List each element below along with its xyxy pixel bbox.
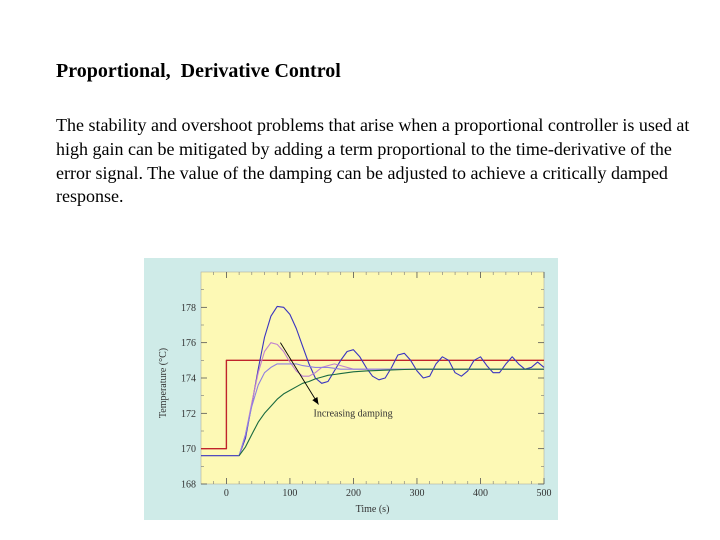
y-tick-label: 174 [181, 373, 196, 385]
y-tick-label: 172 [181, 408, 196, 420]
y-tick-label: 176 [181, 338, 196, 350]
y-tick-label: 168 [181, 479, 196, 491]
damping-response-chart [144, 258, 558, 520]
y-tick-label: 178 [181, 302, 196, 314]
slide-body-text: The stability and overshoot problems that arise when a proportional controller is used at high gain can be mitigated by adding a term proportional to the time-derivative of the error signal. The value of the damping can be adjusted to achieve a critically damped response. [56, 115, 690, 207]
x-tick-label: 0 [223, 488, 229, 499]
y-tick-label: 170 [181, 444, 196, 456]
damping-response-figure [144, 258, 558, 520]
slide-title: Proportional, Derivative Control [56, 60, 341, 82]
x-tick-label: 500 [536, 488, 552, 499]
plot-area [201, 272, 544, 484]
x-tick-label: 200 [345, 488, 361, 499]
annotation-text: Increasing damping [313, 408, 393, 420]
x-tick-label: 100 [282, 488, 298, 499]
x-tick-label: 400 [472, 488, 488, 499]
x-axis-label: Time (s) [355, 504, 390, 515]
y-axis-label: Temperature (°C) [158, 347, 169, 419]
x-tick-label: 300 [409, 488, 425, 499]
